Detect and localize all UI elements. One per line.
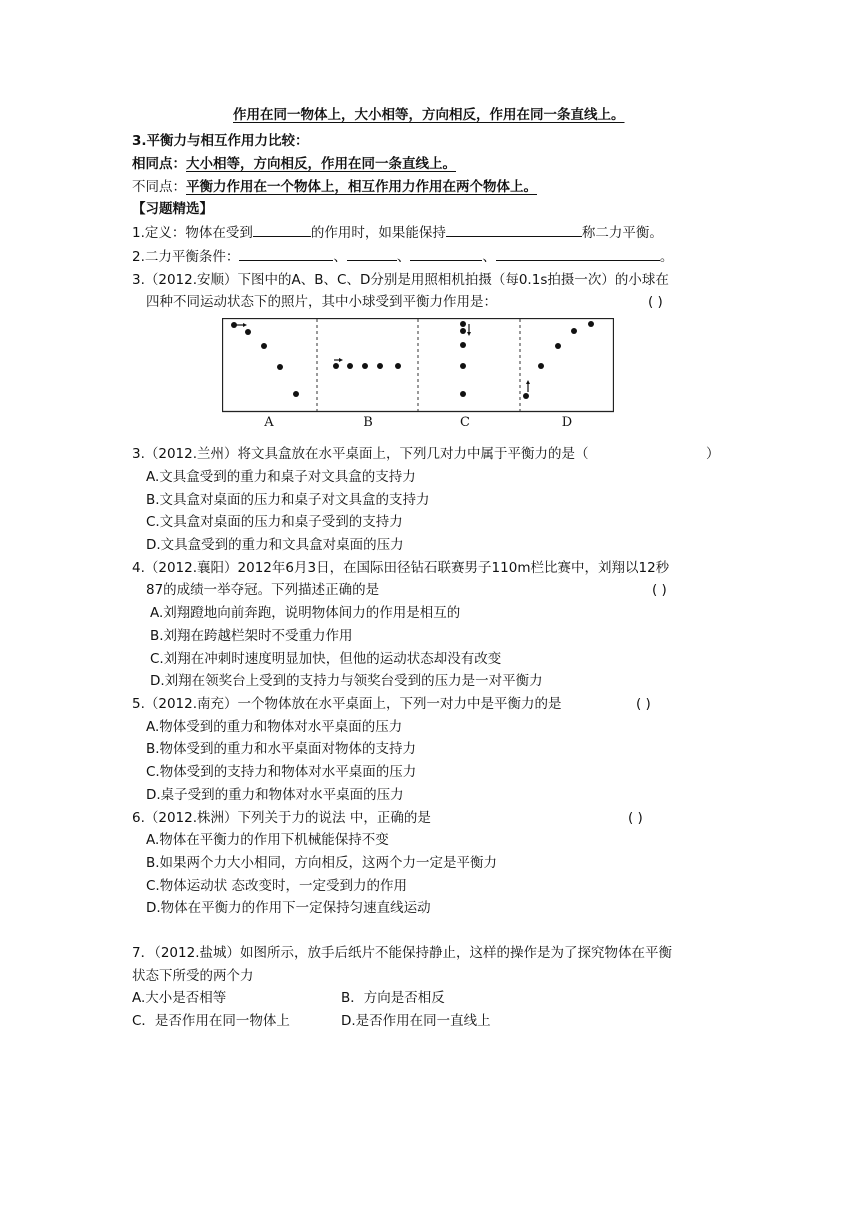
q2-sep-2: 、 <box>396 249 411 265</box>
q5-option-d[interactable]: D.桌子受到的重力和物体对水平桌面的压力 <box>146 787 404 803</box>
q2-sep-1: 、 <box>333 249 347 265</box>
q1-blank-1[interactable] <box>253 222 311 237</box>
ball-b-4 <box>377 363 383 369</box>
ball-d-4 <box>571 328 577 334</box>
ball-b-5 <box>395 363 401 369</box>
q1-text-a: 1.定义：物体在受到 <box>132 225 253 241</box>
q1-text-c: 称二力平衡。 <box>581 225 663 241</box>
q4-option-b[interactable]: B.刘翔在跨越栏架时不受重力作用 <box>150 628 353 644</box>
question-7-line-1: 7．（2012.盐城）如图所示，放手后纸片不能保持静止，这样的操作是为了探究物体在平衡 <box>132 945 672 961</box>
question-5-stem: 5.（2012.南充）一个物体放在水平桌面上，下列一对力中是平衡力的是 <box>132 696 562 712</box>
figure-label-b: B <box>363 415 373 430</box>
q7-option-d[interactable]: D.是否作用在同一直线上 <box>341 1013 491 1029</box>
q2-blank-4[interactable] <box>496 246 660 261</box>
ball-motion-figure <box>222 318 614 430</box>
q3a-answer-paren[interactable]: ( ) <box>648 294 663 310</box>
same-points-text: 大小相等，方向相反，作用在同一条直线上。 <box>186 156 456 172</box>
question-6-stem: 6.（2012.株洲）下列关于力的说法 中，正确的是 <box>132 810 431 826</box>
q5-answer-paren[interactable]: ( ) <box>636 696 651 712</box>
q3b-option-c[interactable]: C.文具盒对桌面的压力和桌子受到的支持力 <box>146 514 403 530</box>
question-3a-line-2: 四种不同运动状态下的照片，其中小球受到平衡力作用是： <box>146 294 497 310</box>
diff-points-label: 不同点： <box>132 179 186 195</box>
ball-b-2 <box>347 363 353 369</box>
q2-end: 。 <box>659 249 674 265</box>
ball-c-5 <box>460 391 466 397</box>
ball-a-2 <box>245 329 251 335</box>
question-3b-stem: 3.（2012.兰州）将文具盒放在水平桌面上，下列几对力中属于平衡力的是（ <box>132 446 589 462</box>
figure-label-d: D <box>561 415 573 430</box>
ball-c-1 <box>460 321 466 327</box>
ball-c-3 <box>460 342 466 348</box>
q1-text-b: 的作用时，如果能保持 <box>310 225 446 241</box>
q7-option-b[interactable]: B．方向是否相反 <box>341 990 445 1006</box>
q3b-answer-paren-close[interactable]: ） <box>706 446 720 462</box>
q2-sep-3: 、 <box>482 249 496 265</box>
q6-option-a[interactable]: A.物体在平衡力的作用下机械能保持不变 <box>146 832 389 848</box>
ball-d-1 <box>523 393 529 399</box>
ball-b-1 <box>333 363 339 369</box>
q4-option-a[interactable]: A.刘翔蹬地向前奔跑，说明物体间力的作用是相互的 <box>150 605 461 621</box>
question-2 <box>132 246 673 267</box>
ball-a-5 <box>293 391 299 397</box>
q2-blank-2[interactable] <box>347 246 397 261</box>
ball-d-2 <box>538 363 544 369</box>
q6-answer-paren[interactable]: ( ) <box>628 810 643 826</box>
ball-b-3 <box>362 363 368 369</box>
section-heading-comparison: 3.平衡力与相互作用力比较： <box>132 133 309 149</box>
diff-points-text: 平衡力作用在一个物体上，相互作用力作用在两个物体上。 <box>186 179 537 195</box>
intro-line-condition: 作用在同一物体上，大小相等，方向相反，作用在同一条直线上。 <box>233 107 625 123</box>
figure-label-c: C <box>460 415 470 430</box>
q6-option-d[interactable]: D.物体在平衡力的作用下一定保持匀速直线运动 <box>146 900 431 916</box>
q7-option-c[interactable]: C．是否作用在同一物体上 <box>132 1013 290 1029</box>
question-4-line-1: 4.（2012.襄阳）2012年6月3日，在国际田径钻石联赛男子110m栏比赛中，刘翔以12秒 <box>132 560 670 576</box>
q4-answer-paren[interactable]: ( ) <box>652 582 667 598</box>
ball-d-3 <box>555 343 561 349</box>
ball-a-4 <box>277 364 283 370</box>
same-points-label: 相同点： <box>132 156 186 172</box>
question-7-line-2: 状态下所受的两个力 <box>132 968 254 984</box>
ball-c-2 <box>460 328 466 334</box>
q3b-option-a[interactable]: A.文具盒受到的重力和桌子对文具盒的支持力 <box>146 469 416 485</box>
q2-blank-1[interactable] <box>239 246 333 261</box>
diff-points-line <box>132 177 537 197</box>
ball-c-4 <box>460 363 466 369</box>
question-4-line-2: 87的成绩一举夺冠。下列描述正确的是 <box>146 582 380 598</box>
q2-blank-3[interactable] <box>410 246 482 261</box>
exercise-section-title: 【习题精选】 <box>132 201 213 217</box>
ball-d-5 <box>588 321 594 327</box>
figure-label-a: A <box>264 415 274 430</box>
ball-a-3 <box>261 343 267 349</box>
q3b-option-b[interactable]: B.文具盒对桌面的压力和桌子对文具盒的支持力 <box>146 492 430 508</box>
q4-option-c[interactable]: C.刘翔在冲刺时速度明显加快，但他的运动状态却没有改变 <box>150 651 502 667</box>
q5-option-a[interactable]: A.物体受到的重力和物体对水平桌面的压力 <box>146 719 403 735</box>
same-points-line <box>132 154 456 174</box>
q1-blank-2[interactable] <box>446 222 582 237</box>
q2-text: 2.二力平衡条件： <box>132 249 240 265</box>
q3b-option-d[interactable]: D.文具盒受到的重力和文具盒对桌面的压力 <box>146 537 404 553</box>
q6-option-c[interactable]: C.物体运动状 态改变时，一定受到力的作用 <box>146 878 408 894</box>
q5-option-c[interactable]: C.物体受到的支持力和物体对水平桌面的压力 <box>146 764 417 780</box>
q6-option-b[interactable]: B.如果两个力大小相同，方向相反，这两个力一定是平衡力 <box>146 855 498 871</box>
question-1 <box>132 222 663 243</box>
q4-option-d[interactable]: D.刘翔在领奖台上受到的支持力与领奖台受到的压力是一对平衡力 <box>150 673 543 689</box>
question-3a-line-1: 3.（2012.安顺）下图中的A、B、C、D分别是用照相机拍摄（每0.1s拍摄一次）的小球在 <box>132 272 669 288</box>
q7-option-a[interactable]: A.大小是否相等 <box>132 990 227 1006</box>
q5-option-b[interactable]: B.物体受到的重力和水平桌面对物体的支持力 <box>146 741 417 757</box>
